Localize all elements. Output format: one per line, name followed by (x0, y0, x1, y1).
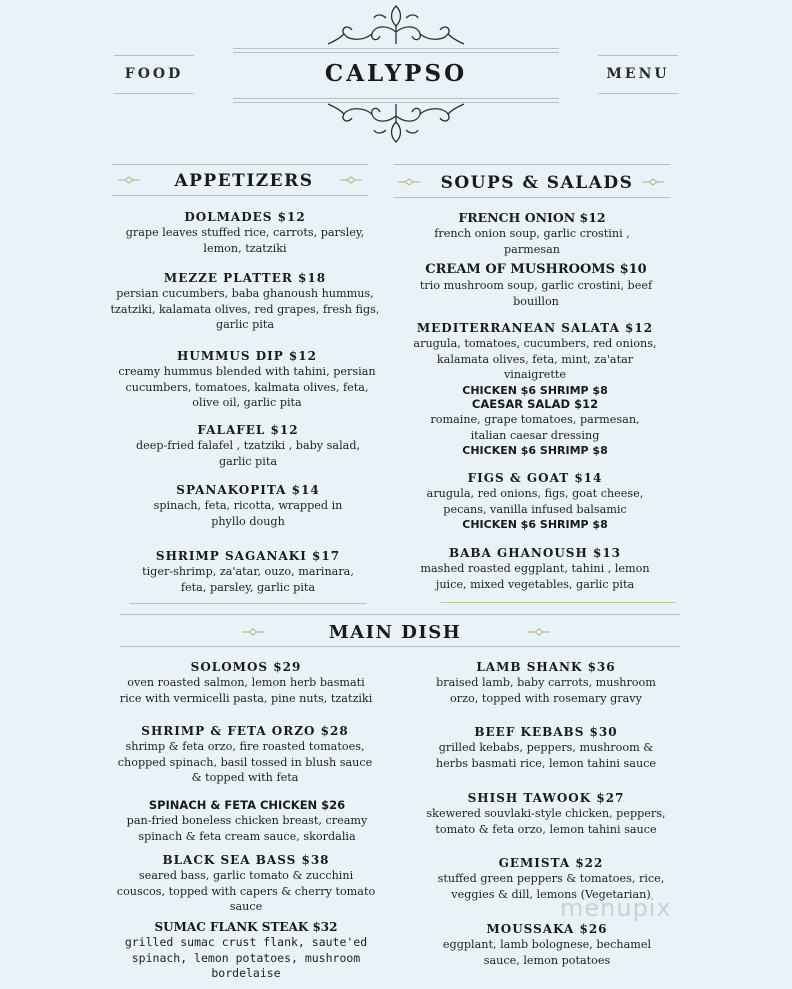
menu-item-solomos (118, 659, 374, 706)
appetizers-rule-bottom (112, 195, 368, 196)
item-name: SHRIMP & FETA ORZO $28 (141, 724, 349, 738)
item-desc: grape leaves stuffed rice, carrots, parsley, lemon, tzatziki (125, 226, 365, 255)
item-name: MOUSSAKA $26 (486, 922, 608, 936)
item-addon: CHICKEN $6 SHRIMP $8 (462, 444, 608, 457)
appetizers-title: APPETIZERS (174, 171, 314, 191)
menu-item-cream-of-mushrooms (414, 262, 658, 309)
item-name: MEZZE PLATTER $18 (163, 271, 327, 285)
header-rule-right-bottom (598, 93, 678, 94)
header-food-word: FOOD (124, 66, 184, 82)
menu-item-dolmades (118, 209, 372, 256)
item-name: BABA GHANOUSH $13 (448, 546, 622, 560)
item-desc: eggplant, lamb bolognese, bechamel sauce, lemon potatoes (442, 938, 652, 967)
item-desc: shrimp & feta orzo, fire roasted tomatoes, chopped spinach, basil tossed in blush sauce & topped with feta (117, 740, 373, 784)
top-flourish-ornament (326, 2, 466, 48)
soups-end-rule (440, 602, 676, 603)
item-name: MEDITERRANEAN SALATA $12 (416, 321, 654, 335)
menu-item-caesar-salad (418, 396, 652, 458)
item-desc: arugula, tomatoes, cucumbers, red onions, kalamata olives, feta, mint, za'atar vinaigrette (413, 337, 657, 381)
menu-item-mezze-platter (110, 270, 380, 333)
item-name: SHISH TAWOOK $27 (467, 791, 625, 805)
menu-item-shrimp-feta-orzo (116, 723, 374, 786)
item-desc: arugula, red onions, figs, goat cheese, pecans, vanilla infused balsamic (426, 487, 644, 516)
item-desc: persian cucumbers, baba ghanoush hummus, tzatziki, kalamata olives, red grapes, fresh figs, garlic pita (110, 287, 380, 331)
item-name: FIGS & GOAT $14 (467, 471, 603, 485)
item-desc: creamy hummus blended with tahini, persian cucumbers, tomatoes, kalmata olives, feta, olive oil, garlic pita (118, 365, 376, 409)
item-desc: oven roasted salmon, lemon herb basmati rice with vermicelli pasta, pine nuts, tzatziki (119, 676, 373, 705)
item-name: FALAFEL $12 (197, 423, 299, 437)
item-desc: trio mushroom soup, garlic crostini, beef bouillon (419, 279, 653, 308)
item-name: BEEF KEBABS $30 (474, 725, 618, 739)
appetizers-rule-top (112, 164, 368, 165)
item-desc: stuffed green peppers & tomatoes, rice, veggies & dill, lemons (Vegetarian) (437, 872, 665, 901)
item-name: FRENCH ONION $12 (458, 210, 606, 225)
watermark: menupix (560, 894, 672, 922)
brand-title: CALYPSO (324, 60, 468, 87)
item-desc: tiger-shrimp, za'atar, ouzo, marinara, feta, parsley, garlic pita (142, 565, 354, 594)
appetizers-end-rule (130, 603, 366, 604)
header-menu-word: MENU (606, 66, 670, 82)
bottom-flourish-ornament (326, 100, 466, 146)
item-desc: grilled kebabs, peppers, mushroom & herbs basmati rice, lemon tahini sauce (435, 741, 657, 770)
item-name: DOLMADES $12 (184, 210, 306, 224)
item-addon: CHICKEN $6 SHRIMP $8 (462, 518, 608, 531)
menu-item-black-sea-bass (116, 852, 376, 915)
soups-rule-bottom (394, 197, 670, 198)
menu-item-moussaka (428, 921, 666, 968)
soups-title: SOUPS & SALADS (440, 173, 634, 193)
item-desc: skewered souvlaki-style chicken, peppers, tomato & feta orzo, lemon tahini sauce (426, 807, 666, 836)
menu-item-spanakopita (140, 482, 356, 529)
item-name: CREAM OF MUSHROOMS $10 (425, 262, 647, 277)
item-desc: pan-fried boneless chicken breast, creamy spinach & feta cream sauce, skordalia (126, 814, 368, 843)
header-rule-right-top (598, 55, 678, 56)
menu-item-french-onion (420, 210, 644, 257)
main-dish-title: MAIN DISH (328, 622, 462, 643)
menu-item-baba-ghanoush (414, 545, 656, 592)
item-name: SHRIMP SAGANAKI $17 (155, 549, 341, 563)
item-name: SPINACH & FETA CHICKEN $26 (148, 798, 346, 812)
header-rule-left-bottom (114, 93, 194, 94)
menu-item-shrimp-saganaki (130, 548, 366, 595)
item-name: GEMISTA $22 (498, 856, 604, 870)
item-desc: romaine, grape tomatoes, parmesan, italian caesar dressing (430, 413, 640, 442)
main-ornament-right-icon (528, 627, 550, 637)
menu-item-mediterranean-salata (406, 320, 664, 398)
header-rule-left-top (114, 55, 194, 56)
item-addon: CHICKEN $6 SHRIMP $8 (462, 383, 608, 397)
menu-item-shish-tawook (424, 790, 668, 837)
main-rule-bottom (120, 646, 680, 647)
item-name: CAESAR SALAD $12 (471, 397, 599, 411)
item-name: BLACK SEA BASS $38 (162, 853, 330, 867)
menu-item-beef-kebabs (426, 724, 666, 771)
item-desc: french onion soup, garlic crostini , parmesan (434, 227, 630, 256)
item-desc: spinach, feta, ricotta, wrapped in phyllo dough (153, 499, 343, 528)
main-ornament-left-icon (242, 627, 264, 637)
menu-item-lamb-shank (426, 659, 666, 706)
item-desc: deep-fried falafel , tzatziki , baby salad, garlic pita (135, 439, 361, 468)
menu-item-sumac-flank-steak (118, 919, 374, 982)
brand-rule-top (233, 48, 559, 53)
menu-item-figs-goat (404, 470, 666, 532)
item-desc: grilled sumac crust flank, saute'ed spinach, lemon potatoes, mushroom bordelaise (124, 935, 368, 980)
main-rule-top (120, 614, 680, 615)
item-desc: seared bass, garlic tomato & zucchini couscos, topped with capers & cherry tomato sauce (116, 869, 376, 913)
menu-item-falafel (128, 422, 368, 469)
item-desc: braised lamb, baby carrots, mushroom orzo, topped with rosemary gravy (436, 676, 656, 705)
item-name: HUMMUS DIP $12 (177, 349, 317, 363)
soups-rule-top (394, 164, 670, 165)
item-name: LAMB SHANK $36 (476, 660, 616, 674)
menu-item-hummus-dip (112, 348, 382, 411)
item-name: SUMAC FLANK STEAK $32 (154, 920, 338, 934)
item-name: SPANAKOPITA $14 (176, 483, 320, 497)
menu-item-spinach-feta-chicken (120, 797, 374, 844)
item-desc: mashed roasted eggplant, tahini , lemon juice, mixed vegetables, garlic pita (420, 562, 650, 591)
item-name: SOLOMOS $29 (190, 660, 302, 674)
